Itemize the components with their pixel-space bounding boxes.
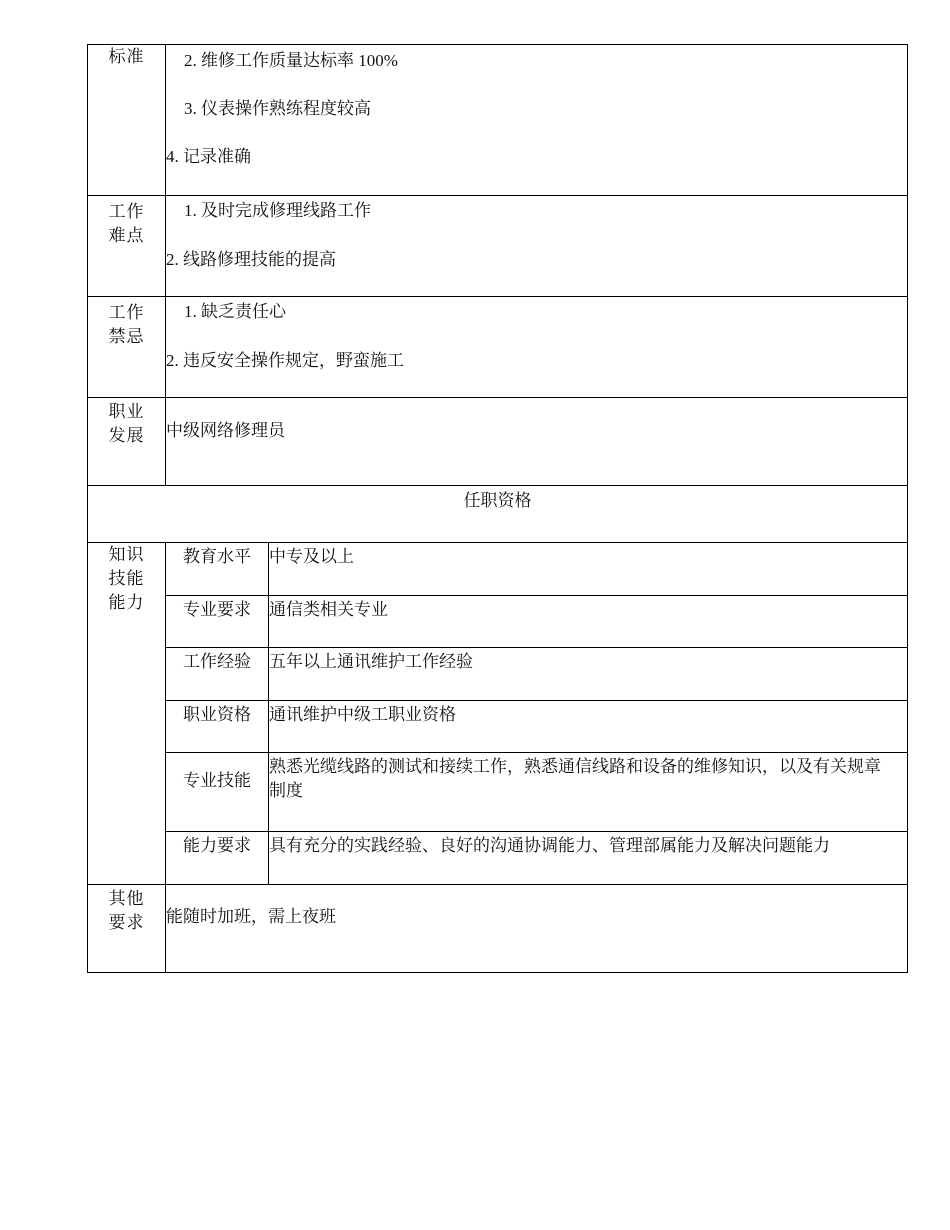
taboo-content xyxy=(166,297,908,398)
standard-item-4: 4. 记录准确 xyxy=(166,147,251,166)
other-row xyxy=(88,885,908,973)
difficulty-content xyxy=(166,196,908,297)
taboo-item-2: 2. 违反安全操作规定，野蛮施工 xyxy=(166,351,404,370)
standard-row xyxy=(88,45,908,196)
education-label: 教育水平 xyxy=(166,543,269,596)
ability-value: 具有充分的实践经验、良好的沟通协调能力、管理部属能力及解决问题能力 xyxy=(269,832,908,885)
career-content xyxy=(166,398,908,486)
knowledge-row-education xyxy=(88,543,908,596)
difficulty-item-1: 1. 及时完成修理线路工作 xyxy=(184,201,371,220)
major-label: 专业要求 xyxy=(166,596,269,648)
knowledge-row-major xyxy=(88,596,908,648)
ability-label: 能力要求 xyxy=(166,832,269,885)
career-value: 中级网络修理员 xyxy=(166,421,285,440)
knowledge-row-skills xyxy=(88,753,908,832)
taboo-label: 工作 禁忌 xyxy=(88,297,166,398)
major-value: 通信类相关专业 xyxy=(269,596,908,648)
standard-item-3: 3. 仪表操作熟练程度较高 xyxy=(184,99,371,118)
experience-label: 工作经验 xyxy=(166,648,269,701)
qualification-section-title: 任职资格 xyxy=(88,486,908,543)
experience-value: 五年以上通讯维护工作经验 xyxy=(269,648,908,701)
career-row xyxy=(88,398,908,486)
difficulty-row xyxy=(88,196,908,297)
standard-item-2: 2. 维修工作质量达标率 100% xyxy=(184,51,398,70)
knowledge-label: 知识 技能 能力 xyxy=(88,543,166,885)
standard-content xyxy=(166,45,908,196)
difficulty-item-2: 2. 线路修理技能的提高 xyxy=(166,250,336,269)
other-label: 其他 要求 xyxy=(88,885,166,973)
job-description-table xyxy=(87,44,908,973)
qualification-section-row xyxy=(88,486,908,543)
skills-label: 专业技能 xyxy=(166,753,269,832)
certification-value: 通讯维护中级工职业资格 xyxy=(269,701,908,753)
education-value: 中专及以上 xyxy=(269,543,908,596)
other-value: 能随时加班，需上夜班 xyxy=(166,907,336,926)
taboo-item-1: 1. 缺乏责任心 xyxy=(184,302,286,321)
knowledge-row-certification xyxy=(88,701,908,753)
knowledge-row-ability xyxy=(88,832,908,885)
difficulty-label: 工作 难点 xyxy=(88,196,166,297)
taboo-row xyxy=(88,297,908,398)
career-label: 职业 发展 xyxy=(88,398,166,486)
skills-value: 熟悉光缆线路的测试和接续工作，熟悉通信线路和设备的维修知识，以及有关规章制度 xyxy=(269,753,908,832)
knowledge-row-experience xyxy=(88,648,908,701)
standard-label: 标准 xyxy=(88,45,166,196)
other-content xyxy=(166,885,908,973)
certification-label: 职业资格 xyxy=(166,701,269,753)
